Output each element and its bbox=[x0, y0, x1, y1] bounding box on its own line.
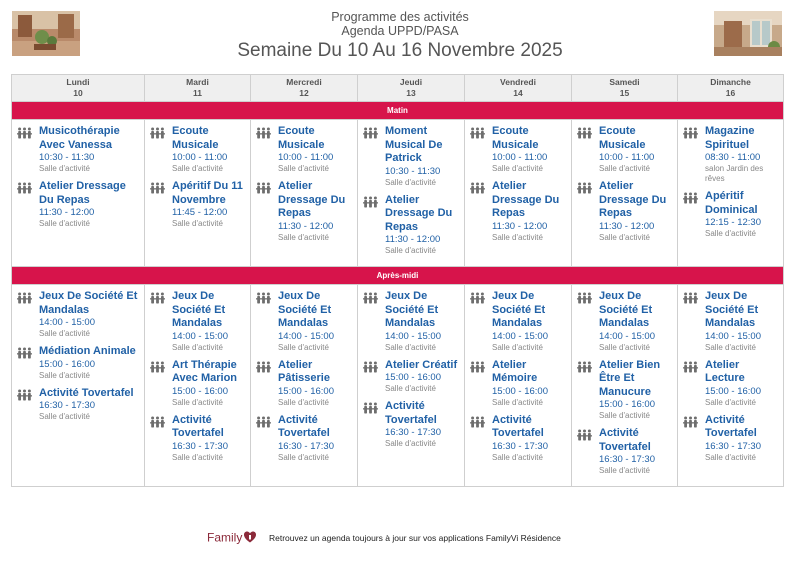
activity-room: Salle d'activité bbox=[705, 452, 756, 462]
day-cell-lundi bbox=[12, 120, 145, 267]
activity-title: Atelier Dressage Du Repas bbox=[385, 193, 453, 233]
people-group-icon bbox=[683, 126, 698, 138]
activity-room: Salle d'activité bbox=[705, 342, 756, 352]
activity-time: 14:00 - 15:00 bbox=[39, 317, 95, 328]
activity-time: 10:00 - 11:00 bbox=[599, 152, 655, 163]
activity-title: Jeux De Société Et Mandalas bbox=[278, 290, 332, 329]
people-group-icon bbox=[150, 291, 165, 303]
activity-room: Salle d'activité bbox=[278, 164, 329, 173]
day-cell-mercredi bbox=[251, 285, 358, 487]
activity-time: 15:00 - 16:00 bbox=[172, 385, 228, 397]
activity-room: Salle d'activité bbox=[39, 164, 90, 173]
day-header-dimanche bbox=[678, 75, 784, 102]
activity-room: Salle d'activité bbox=[492, 232, 543, 242]
activity-time: 16:30 - 17:30 bbox=[705, 440, 761, 452]
activity-time: 10:30 - 11:30 bbox=[385, 165, 441, 177]
people-group-icon bbox=[150, 360, 165, 372]
activity-item[interactable] bbox=[16, 387, 141, 423]
people-group-icon bbox=[470, 360, 485, 372]
activity-room: Salle d'activité bbox=[39, 329, 90, 338]
activity-item[interactable] bbox=[16, 180, 141, 229]
people-group-icon bbox=[470, 291, 485, 303]
activity-time: 16:30 - 17:30 bbox=[599, 454, 655, 465]
people-group-icon bbox=[256, 126, 271, 138]
people-group-icon bbox=[256, 415, 271, 427]
day-header-mercredi bbox=[251, 75, 358, 102]
day-name: Mardi bbox=[186, 77, 209, 87]
activity-room: Salle d'activité bbox=[39, 412, 90, 421]
activity-time: 16:30 - 17:30 bbox=[492, 440, 548, 452]
people-group-icon bbox=[683, 291, 698, 303]
activity-item[interactable] bbox=[255, 359, 354, 408]
activity-time: 10:00 - 11:00 bbox=[172, 152, 228, 163]
activity-time: 11:30 - 12:00 bbox=[385, 234, 441, 245]
activity-time: 14:00 - 15:00 bbox=[278, 330, 334, 342]
activity-item[interactable] bbox=[255, 414, 354, 463]
day-name: Samedi bbox=[609, 77, 640, 87]
activity-item[interactable] bbox=[576, 290, 674, 353]
activity-item[interactable] bbox=[362, 290, 461, 353]
activity-room: Salle d'activité bbox=[492, 342, 543, 352]
activity-time: 15:00 - 16:00 bbox=[599, 399, 655, 410]
activity-title: Atelier Dressage Du Repas bbox=[492, 180, 560, 219]
day-name: Dimanche bbox=[710, 77, 751, 87]
page-footer bbox=[0, 528, 800, 548]
activity-title: Jeux De Société Et Mandalas bbox=[39, 290, 138, 316]
activity-title: Jeux De Société Et Mandalas bbox=[705, 290, 759, 329]
people-group-icon bbox=[363, 401, 378, 413]
activity-time: 15:00 - 16:00 bbox=[705, 385, 761, 397]
activity-item[interactable] bbox=[149, 359, 247, 408]
activity-title: Activité Tovertafel bbox=[492, 413, 544, 439]
activity-time: 08:30 - 11:00 bbox=[705, 152, 761, 163]
day-name: Vendredi bbox=[500, 77, 536, 87]
weekly-agenda-table bbox=[11, 74, 784, 487]
people-group-icon bbox=[683, 360, 698, 372]
activity-room: Salle d'activité bbox=[172, 397, 223, 407]
activity-title: Magazine Spirituel bbox=[705, 125, 755, 151]
activity-time: 10:00 - 11:00 bbox=[492, 152, 548, 163]
people-group-icon bbox=[17, 126, 32, 138]
activity-room: Salle d'activité bbox=[492, 397, 543, 407]
section-band: Après-midi bbox=[12, 267, 784, 285]
activity-title: Jeux De Société Et Mandalas bbox=[172, 290, 226, 329]
day-number: 13 bbox=[406, 88, 416, 98]
activity-item[interactable] bbox=[149, 290, 247, 353]
activity-item[interactable] bbox=[362, 194, 461, 257]
activity-item[interactable] bbox=[576, 180, 674, 243]
day-number: 12 bbox=[299, 88, 309, 98]
day-cell-jeudi bbox=[358, 120, 465, 267]
activity-item[interactable] bbox=[255, 290, 354, 353]
day-name: Jeudi bbox=[399, 77, 423, 87]
day-cell-mercredi bbox=[251, 120, 358, 267]
activity-item[interactable] bbox=[255, 125, 354, 174]
activity-item[interactable] bbox=[682, 414, 780, 463]
day-number: 11 bbox=[193, 88, 202, 98]
day-cell-lundi bbox=[12, 285, 145, 487]
activity-item[interactable] bbox=[469, 125, 568, 174]
activity-room: Salle d'activité bbox=[385, 342, 436, 352]
activity-room: Salle d'activité bbox=[385, 439, 436, 448]
activity-title: Atelier Dressage Du Repas bbox=[278, 180, 346, 219]
program-title: Programme des activités bbox=[331, 10, 469, 24]
people-group-icon bbox=[363, 291, 378, 303]
activity-time: 14:00 - 15:00 bbox=[172, 330, 228, 342]
activity-room: Salle d'activité bbox=[599, 411, 650, 420]
activity-item[interactable] bbox=[149, 180, 247, 229]
activity-title: Ecoute Musicale bbox=[492, 125, 539, 151]
activity-title: Atelier Dressage Du Repas bbox=[39, 180, 126, 206]
day-number: 16 bbox=[725, 88, 736, 98]
day-header-mardi bbox=[145, 75, 251, 102]
activity-item[interactable] bbox=[576, 427, 674, 476]
activity-room: Salle d'activité bbox=[385, 177, 436, 187]
activity-room: Salle d'activité bbox=[599, 164, 650, 173]
section-activities-row bbox=[12, 120, 784, 267]
activity-title: Apéritif Du 11 Novembre bbox=[172, 180, 243, 206]
activity-room: Salle d'activité bbox=[278, 232, 329, 242]
logo-text: Family bbox=[207, 530, 243, 545]
day-header-lundi bbox=[12, 75, 145, 102]
activity-item[interactable] bbox=[16, 345, 141, 381]
activity-time: 14:00 - 15:00 bbox=[599, 330, 655, 342]
day-cell-jeudi bbox=[358, 285, 465, 487]
section-band-row bbox=[12, 267, 784, 285]
activity-time: 11:30 - 12:00 bbox=[39, 207, 95, 218]
day-cell-vendredi bbox=[465, 120, 572, 267]
activity-room: salon Jardin des rêves bbox=[705, 164, 764, 183]
section-band-row bbox=[12, 102, 784, 120]
activity-room: Salle d'activité bbox=[278, 397, 329, 407]
activity-title: Apéritif Dominical bbox=[705, 190, 758, 216]
activity-room: Salle d'activité bbox=[278, 342, 329, 352]
activity-room: Salle d'activité bbox=[705, 397, 756, 407]
day-number: 15 bbox=[619, 88, 630, 98]
people-group-icon bbox=[256, 291, 271, 303]
activity-title: Activité Tovertafel bbox=[705, 413, 757, 439]
activity-title: Atelier Bien Être Et Manucure bbox=[599, 358, 661, 398]
activity-title: Jeux De Société Et Mandalas bbox=[599, 290, 653, 329]
day-header-vendredi bbox=[465, 75, 572, 102]
agenda-subtitle: Agenda UPPD/PASA bbox=[341, 24, 459, 38]
activity-room: Salle d'activité bbox=[705, 229, 756, 238]
day-cell-mardi bbox=[145, 120, 251, 267]
activity-item[interactable] bbox=[469, 290, 568, 353]
activity-time: 11:30 - 12:00 bbox=[278, 220, 334, 232]
people-group-icon bbox=[470, 415, 485, 427]
activity-item[interactable] bbox=[255, 180, 354, 243]
activity-item[interactable] bbox=[16, 290, 141, 339]
activity-title: Jeux De Société Et Mandalas bbox=[385, 290, 439, 329]
activity-time: 16:30 - 17:30 bbox=[385, 427, 441, 438]
day-header-samedi bbox=[572, 75, 678, 102]
activity-title: Atelier Mémoire bbox=[492, 358, 538, 384]
activity-title: Activité Tovertafel bbox=[385, 400, 437, 426]
activity-item[interactable] bbox=[362, 125, 461, 188]
page-header bbox=[0, 10, 800, 63]
activity-item[interactable] bbox=[682, 125, 780, 184]
section-activities-row bbox=[12, 285, 784, 487]
activity-item[interactable] bbox=[362, 400, 461, 449]
activity-time: 15:00 - 16:00 bbox=[492, 385, 548, 397]
people-group-icon bbox=[17, 181, 32, 193]
activity-item[interactable] bbox=[149, 125, 247, 174]
activity-time: 14:00 - 15:00 bbox=[492, 330, 548, 342]
people-group-icon bbox=[470, 126, 485, 138]
activity-time: 16:30 - 17:30 bbox=[172, 440, 228, 452]
activity-title: Activité Tovertafel bbox=[39, 386, 134, 399]
activity-title: Atelier Lecture bbox=[705, 358, 745, 384]
activity-time: 16:30 - 17:30 bbox=[39, 400, 95, 411]
people-group-icon bbox=[150, 415, 165, 427]
activity-room: Salle d'activité bbox=[278, 452, 329, 462]
day-cell-samedi bbox=[572, 285, 678, 487]
people-group-icon bbox=[577, 360, 592, 372]
activity-title: Ecoute Musicale bbox=[599, 125, 646, 151]
activity-item[interactable] bbox=[362, 359, 461, 395]
activity-item[interactable] bbox=[16, 125, 141, 174]
people-group-icon bbox=[577, 291, 592, 303]
people-group-icon bbox=[577, 428, 592, 440]
people-group-icon bbox=[17, 346, 32, 358]
activity-item[interactable] bbox=[682, 290, 780, 353]
activity-room: Salle d'activité bbox=[39, 219, 90, 228]
day-number: 10 bbox=[73, 88, 83, 98]
activity-room: Salle d'activité bbox=[385, 246, 436, 255]
activity-item[interactable] bbox=[682, 359, 780, 408]
activity-room: Salle d'activité bbox=[492, 164, 543, 173]
activity-time: 10:30 - 11:30 bbox=[39, 152, 95, 163]
activity-room: Salle d'activité bbox=[172, 452, 223, 462]
activity-title: Atelier Dressage Du Repas bbox=[599, 180, 667, 219]
day-cell-dimanche bbox=[678, 120, 784, 267]
day-header-row bbox=[12, 75, 784, 102]
activity-time: 16:30 - 17:30 bbox=[278, 440, 334, 452]
familyvi-heart-icon bbox=[243, 530, 257, 547]
activity-title: Ecoute Musicale bbox=[278, 125, 325, 151]
activity-time: 14:00 - 15:00 bbox=[385, 330, 441, 342]
activity-item[interactable] bbox=[149, 414, 247, 463]
people-group-icon bbox=[683, 415, 698, 427]
activity-title: Activité Tovertafel bbox=[172, 413, 224, 439]
day-cell-vendredi bbox=[465, 285, 572, 487]
day-number: 14 bbox=[513, 88, 523, 98]
day-cell-samedi bbox=[572, 120, 678, 267]
activity-item[interactable] bbox=[576, 359, 674, 422]
people-group-icon bbox=[577, 181, 592, 193]
activity-item[interactable] bbox=[469, 414, 568, 463]
activity-room: Salle d'activité bbox=[172, 219, 223, 228]
activity-title: Activité Tovertafel bbox=[599, 427, 651, 453]
activity-title: Activité Tovertafel bbox=[278, 413, 330, 439]
activity-title: Art Thérapie Avec Marion bbox=[172, 358, 238, 384]
activity-title: Atelier Pâtisserie bbox=[278, 358, 330, 384]
activity-time: 15:00 - 16:00 bbox=[385, 372, 441, 383]
activity-title: Moment Musical De Patrick bbox=[385, 125, 443, 164]
people-group-icon bbox=[470, 181, 485, 193]
week-title: Semaine Du 10 Au 16 Novembre 2025 bbox=[237, 40, 563, 61]
activity-room: Salle d'activité bbox=[599, 342, 650, 352]
activity-title: Ecoute Musicale bbox=[172, 125, 219, 151]
activity-room: Salle d'activité bbox=[39, 370, 90, 380]
people-group-icon bbox=[256, 360, 271, 372]
people-group-icon bbox=[363, 195, 378, 207]
activity-item[interactable] bbox=[469, 180, 568, 243]
activity-room: Salle d'activité bbox=[172, 342, 223, 352]
day-name: Mercredi bbox=[286, 77, 322, 87]
people-group-icon bbox=[17, 291, 32, 303]
people-group-icon bbox=[17, 388, 32, 400]
activity-item[interactable] bbox=[682, 190, 780, 239]
activity-time: 15:00 - 16:00 bbox=[278, 385, 334, 397]
activity-title: Atelier Créatif bbox=[385, 358, 458, 371]
footer-message: Retrouvez un agenda toujours à jour sur vos applications FamilyVi Résidence bbox=[269, 533, 561, 543]
activity-time: 11:30 - 12:00 bbox=[599, 220, 655, 232]
day-cell-mardi bbox=[145, 285, 251, 487]
activity-time: 10:00 - 11:00 bbox=[278, 152, 334, 163]
activity-room: Salle d'activité bbox=[492, 452, 543, 462]
activity-title: Musicothérapie Avec Vanessa bbox=[39, 125, 120, 151]
activity-time: 12:15 - 12:30 bbox=[705, 217, 761, 228]
activity-room: Salle d'activité bbox=[172, 164, 223, 173]
people-group-icon bbox=[363, 126, 378, 138]
activity-item[interactable] bbox=[469, 359, 568, 408]
activity-title: Médiation Animale bbox=[39, 345, 136, 357]
activity-time: 14:00 - 15:00 bbox=[705, 330, 761, 342]
activity-item[interactable] bbox=[576, 125, 674, 174]
day-cell-dimanche bbox=[678, 285, 784, 487]
people-group-icon bbox=[683, 191, 698, 203]
activity-room: Salle d'activité bbox=[599, 466, 650, 475]
section-band: Matin bbox=[12, 102, 784, 120]
activity-room: Salle d'activité bbox=[385, 384, 436, 393]
people-group-icon bbox=[150, 126, 165, 138]
day-name: Lundi bbox=[66, 77, 90, 87]
activity-time: 11:45 - 12:00 bbox=[172, 207, 228, 218]
activity-room: Salle d'activité bbox=[599, 232, 650, 242]
activity-time: 11:30 - 12:00 bbox=[492, 220, 548, 232]
activity-title: Jeux De Société Et Mandalas bbox=[492, 290, 546, 329]
people-group-icon bbox=[577, 126, 592, 138]
people-group-icon bbox=[363, 360, 378, 372]
day-header-jeudi bbox=[358, 75, 465, 102]
activity-time: 15:00 - 16:00 bbox=[39, 358, 95, 370]
familyvi-logo bbox=[207, 530, 257, 547]
people-group-icon bbox=[150, 181, 165, 193]
people-group-icon bbox=[256, 181, 271, 193]
